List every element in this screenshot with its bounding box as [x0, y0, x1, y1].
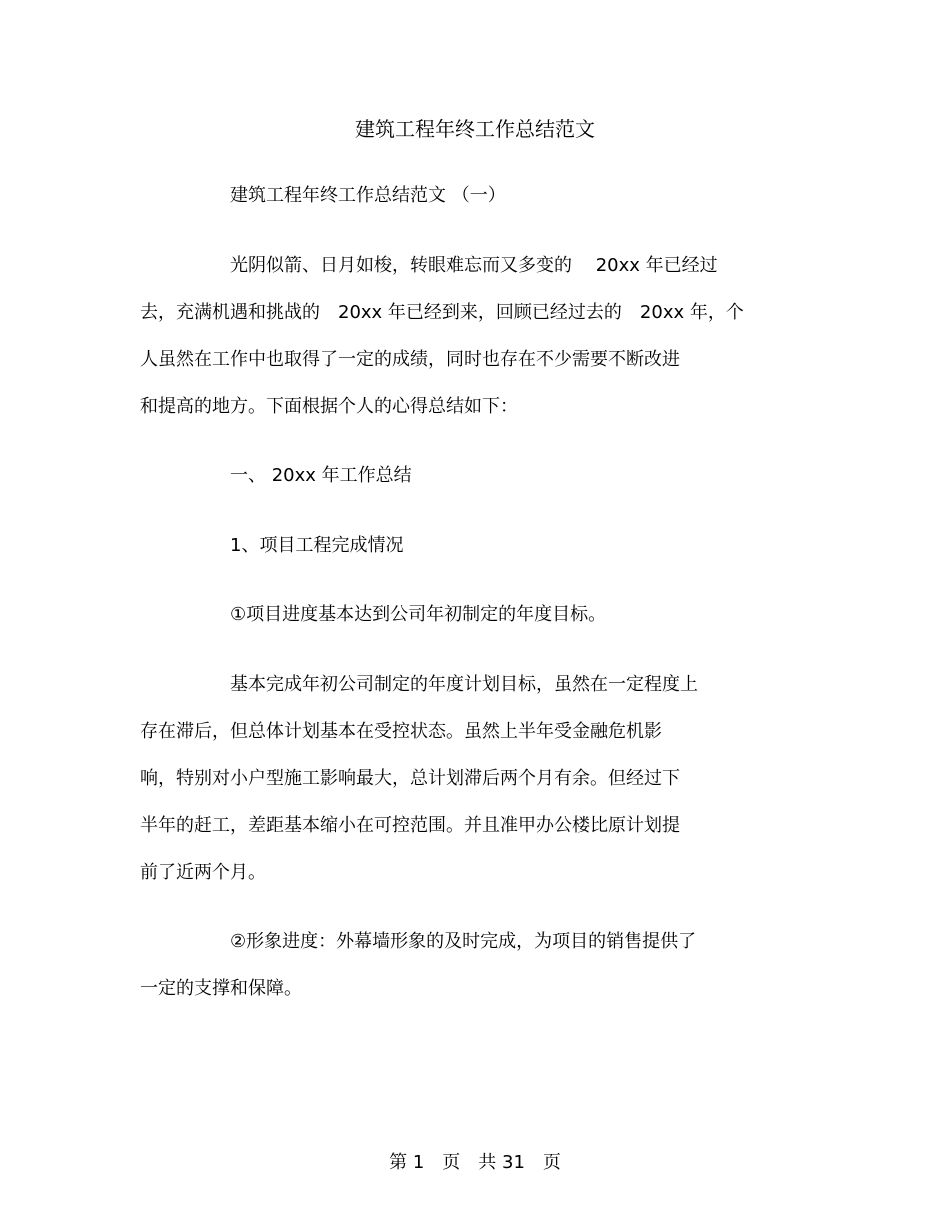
paragraph-1-line-2: 去，充满机遇和挑战的 20xx 年已经到来，回顾已经过去的 20xx 年，个: [140, 302, 744, 323]
section-heading: 一、 20xx 年工作总结: [230, 465, 412, 486]
item-1-heading: ①项目进度基本达到公司年初制定的年度目标。: [230, 604, 607, 625]
paragraph-2-line-3: 响，特别对小户型施工影响最大，总计划滞后两个月有余。但经过下: [140, 768, 680, 789]
paragraph-2-line-2: 存在滞后，但总体计划基本在受控状态。虽然上半年受金融危机影: [140, 721, 662, 742]
paragraph-3-line-1: ②形象进度：外幕墙形象的及时完成，为项目的销售提供了: [230, 931, 697, 952]
document-subtitle: 建筑工程年终工作总结范文 （一）: [230, 185, 506, 206]
paragraph-2-line-1: 基本完成年初公司制定的年度计划目标，虽然在一定程度上: [230, 674, 698, 695]
paragraph-2-line-5: 前了近两个月。: [140, 862, 266, 883]
paragraph-3-line-2: 一定的支撑和保障。: [140, 978, 302, 999]
subsection-heading: 1、项目工程完成情况: [230, 535, 404, 556]
page-number-footer: 第 1 页 共 31 页: [389, 1152, 561, 1173]
document-title: 建筑工程年终工作总结范文: [355, 117, 595, 141]
paragraph-2-line-4: 半年的赶工，差距基本缩小在可控范围。并且准甲办公楼比原计划提: [140, 815, 680, 836]
paragraph-1-line-4: 和提高的地方。下面根据个人的心得总结如下：: [140, 396, 518, 417]
paragraph-1-line-3: 人虽然在工作中也取得了一定的成绩，同时也存在不少需要不断改进: [140, 349, 680, 370]
paragraph-1-line-1: 光阴似箭、日月如梭，转眼难忘而又多变的 20xx 年已经过: [230, 255, 718, 276]
